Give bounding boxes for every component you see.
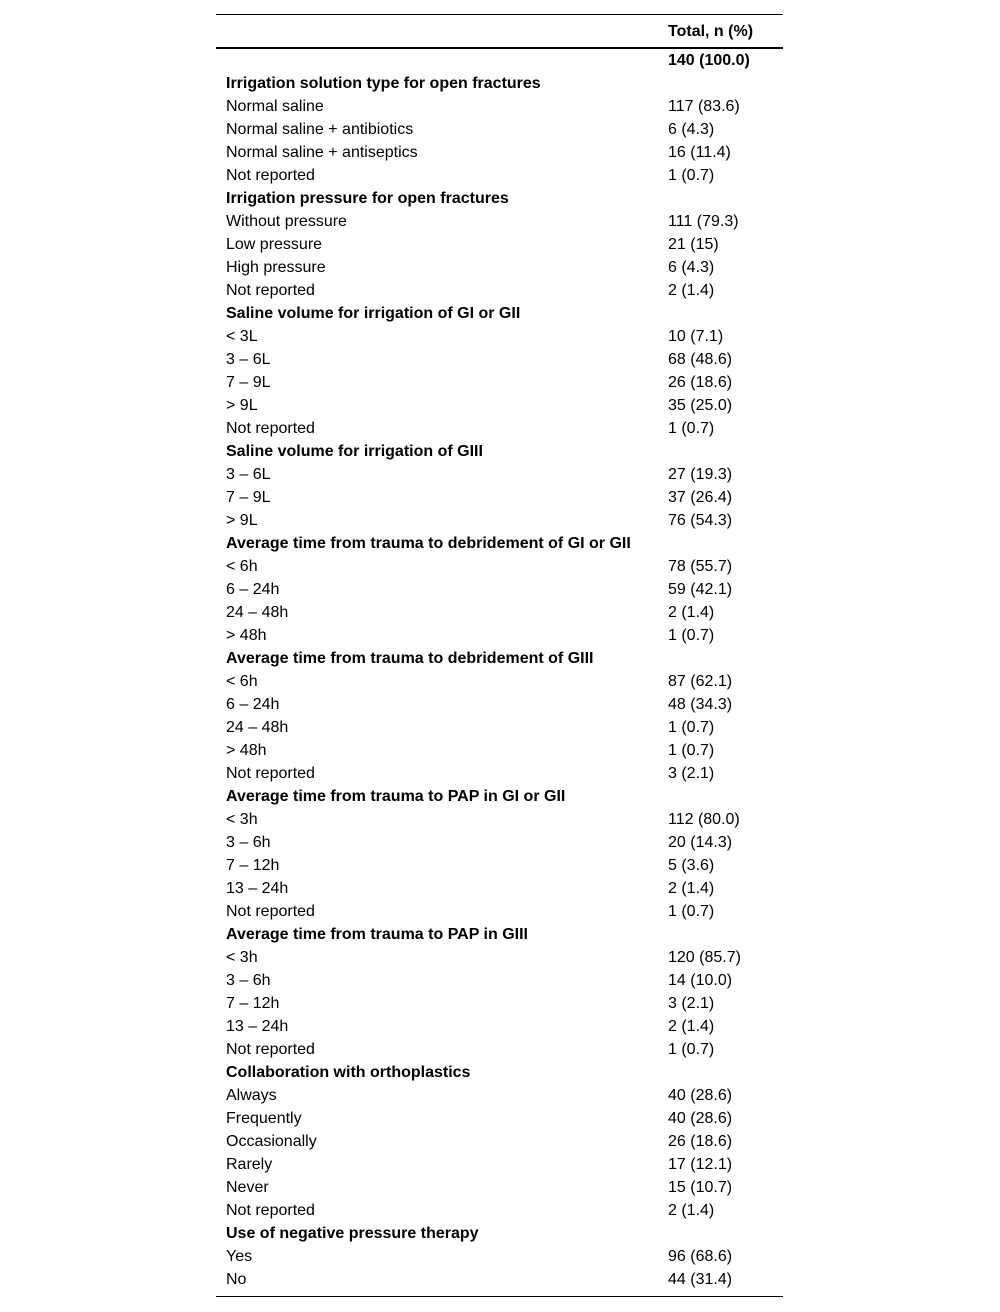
row-label: < 3h xyxy=(226,949,258,966)
row-label: Occasionally xyxy=(226,1133,317,1150)
row-label: Not reported xyxy=(226,1041,315,1058)
row-label: < 6h xyxy=(226,673,258,690)
row-label: > 48h xyxy=(226,627,267,644)
table-row xyxy=(216,762,783,785)
row-value: 14 (10.0) xyxy=(668,972,733,989)
row-value: 111 (79.3) xyxy=(668,213,739,230)
row-value: 76 (54.3) xyxy=(668,512,733,529)
row-value: 96 (68.6) xyxy=(668,1248,733,1265)
row-label: 24 – 48h xyxy=(226,719,289,736)
table-row xyxy=(216,716,783,739)
table-section-row xyxy=(216,1061,783,1084)
table-row xyxy=(216,1176,783,1199)
row-label: 7 – 12h xyxy=(226,857,280,874)
row-value: 112 (80.0) xyxy=(668,811,740,828)
table-row xyxy=(216,348,783,371)
table-row xyxy=(216,463,783,486)
table-row xyxy=(216,1153,783,1176)
row-label: < 6h xyxy=(226,558,258,575)
row-label: Frequently xyxy=(226,1110,302,1127)
row-value: 26 (18.6) xyxy=(668,374,733,391)
row-label: 3 – 6L xyxy=(226,466,271,483)
row-label: < 3L xyxy=(226,328,258,345)
row-value: 37 (26.4) xyxy=(668,489,733,506)
row-label: 3 – 6L xyxy=(226,351,271,368)
table-row xyxy=(216,164,783,187)
row-value: 35 (25.0) xyxy=(668,397,733,414)
row-label: Not reported xyxy=(226,282,315,299)
table-row xyxy=(216,693,783,716)
row-value: 120 (85.7) xyxy=(668,949,741,966)
row-value: 1 (0.7) xyxy=(668,420,715,437)
section-heading: Irrigation pressure for open fractures xyxy=(226,190,509,207)
row-label: Low pressure xyxy=(226,236,323,253)
section-heading: Saline volume for irrigation of GI or GII xyxy=(226,305,521,322)
row-label: No xyxy=(226,1271,247,1288)
row-label: Yes xyxy=(226,1248,253,1265)
row-value: 1 (0.7) xyxy=(668,627,715,644)
table-section-row xyxy=(216,647,783,670)
table-section-row xyxy=(216,72,783,95)
table-row xyxy=(216,601,783,624)
table-row xyxy=(216,509,783,532)
row-label: 7 – 9L xyxy=(226,374,271,391)
row-value: 44 (31.4) xyxy=(668,1271,733,1288)
row-value: 15 (10.7) xyxy=(668,1179,733,1196)
table-row xyxy=(216,992,783,1015)
table-row xyxy=(216,739,783,762)
row-value: 1 (0.7) xyxy=(668,903,715,920)
row-value: 3 (2.1) xyxy=(668,995,715,1012)
table-row xyxy=(216,233,783,256)
row-value: 17 (12.1) xyxy=(668,1156,733,1173)
table-row xyxy=(216,555,783,578)
table-row xyxy=(216,969,783,992)
row-label: Normal saline xyxy=(226,98,324,115)
data-table xyxy=(216,14,783,1297)
section-heading: Average time from trauma to PAP in GI or GII xyxy=(226,788,566,805)
row-label: 3 – 6h xyxy=(226,834,271,851)
row-value: 48 (34.3) xyxy=(668,696,733,713)
row-value: 6 (4.3) xyxy=(668,259,715,276)
row-value: 78 (55.7) xyxy=(668,558,733,575)
row-value: 5 (3.6) xyxy=(668,857,715,874)
row-label: > 48h xyxy=(226,742,267,759)
table-section-row xyxy=(216,187,783,210)
section-heading: Use of negative pressure therapy xyxy=(226,1225,479,1242)
table-section-row xyxy=(216,785,783,808)
row-value: 2 (1.4) xyxy=(668,880,715,897)
row-value: 2 (1.4) xyxy=(668,604,715,621)
row-value: 1 (0.7) xyxy=(668,167,715,184)
table-row xyxy=(216,325,783,348)
row-label: Never xyxy=(226,1179,269,1196)
row-label: Not reported xyxy=(226,765,315,782)
row-label: 13 – 24h xyxy=(226,880,289,897)
row-value: 16 (11.4) xyxy=(668,144,731,161)
row-value: 140 (100.0) xyxy=(668,52,750,69)
row-label: Not reported xyxy=(226,1202,315,1219)
table-row xyxy=(216,900,783,923)
row-value: 1 (0.7) xyxy=(668,719,715,736)
row-value: 68 (48.6) xyxy=(668,351,733,368)
row-value: 59 (42.1) xyxy=(668,581,733,598)
column-header-total: Total, n (%) xyxy=(668,23,754,40)
table-row xyxy=(216,118,783,141)
row-label: 7 – 9L xyxy=(226,489,271,506)
table-row xyxy=(216,371,783,394)
row-value: 3 (2.1) xyxy=(668,765,715,782)
table-header-row xyxy=(216,15,783,47)
section-heading: Average time from trauma to debridement of GIII xyxy=(226,650,594,667)
table-section-row xyxy=(216,923,783,946)
row-label: Always xyxy=(226,1087,277,1104)
table-row xyxy=(216,578,783,601)
row-label: Rarely xyxy=(226,1156,273,1173)
section-heading: Saline volume for irrigation of GIII xyxy=(226,443,483,460)
table-row xyxy=(216,1015,783,1038)
section-heading: Average time from trauma to PAP in GIII xyxy=(226,926,528,943)
table-row xyxy=(216,1084,783,1107)
table-section-row xyxy=(216,532,783,555)
table-body xyxy=(216,49,783,1296)
row-label: Not reported xyxy=(226,167,315,184)
table-row xyxy=(216,417,783,440)
row-value: 1 (0.7) xyxy=(668,1041,715,1058)
section-heading: Collaboration with orthoplastics xyxy=(226,1064,471,1081)
table-row xyxy=(216,946,783,969)
row-label: < 3h xyxy=(226,811,258,828)
row-value: 40 (28.6) xyxy=(668,1087,733,1104)
row-label: Normal saline + antiseptics xyxy=(226,144,418,161)
table-row xyxy=(216,1245,783,1268)
table-row xyxy=(216,1130,783,1153)
row-label: Normal saline + antibiotics xyxy=(226,121,414,138)
row-label: 3 – 6h xyxy=(226,972,271,989)
table-row xyxy=(216,141,783,164)
row-value: 21 (15) xyxy=(668,236,719,253)
table-row xyxy=(216,831,783,854)
row-label: High pressure xyxy=(226,259,326,276)
row-value: 40 (28.6) xyxy=(668,1110,733,1127)
row-value: 10 (7.1) xyxy=(668,328,724,345)
row-value: 2 (1.4) xyxy=(668,1018,715,1035)
table-row xyxy=(216,256,783,279)
table-row xyxy=(216,210,783,233)
row-label: 7 – 12h xyxy=(226,995,280,1012)
row-label: > 9L xyxy=(226,397,258,414)
table-row xyxy=(216,279,783,302)
row-value: 2 (1.4) xyxy=(668,1202,715,1219)
table-row xyxy=(216,1199,783,1222)
row-value: 1 (0.7) xyxy=(668,742,715,759)
table-row xyxy=(216,95,783,118)
table-bottom-rule xyxy=(216,1296,783,1297)
row-value: 117 (83.6) xyxy=(668,98,740,115)
table-section-row xyxy=(216,49,783,72)
table-section-row xyxy=(216,1222,783,1245)
table-section-row xyxy=(216,440,783,463)
table-row xyxy=(216,394,783,417)
row-label: Not reported xyxy=(226,420,315,437)
row-label: Not reported xyxy=(226,903,315,920)
section-heading: Average time from trauma to debridement of GI or GII xyxy=(226,535,631,552)
row-label: 6 – 24h xyxy=(226,581,280,598)
table-section-row xyxy=(216,302,783,325)
row-value: 6 (4.3) xyxy=(668,121,715,138)
row-value: 27 (19.3) xyxy=(668,466,733,483)
row-value: 20 (14.3) xyxy=(668,834,733,851)
section-heading: Irrigation solution type for open fractures xyxy=(226,75,541,92)
table-row xyxy=(216,1038,783,1061)
row-value: 2 (1.4) xyxy=(668,282,715,299)
table-row xyxy=(216,1107,783,1130)
row-label: 24 – 48h xyxy=(226,604,289,621)
row-label: 6 – 24h xyxy=(226,696,280,713)
row-label: Without pressure xyxy=(226,213,347,230)
table-row xyxy=(216,1268,783,1291)
table-row xyxy=(216,877,783,900)
table-row xyxy=(216,670,783,693)
table-row xyxy=(216,808,783,831)
table-row xyxy=(216,486,783,509)
row-label: > 9L xyxy=(226,512,258,529)
row-value: 87 (62.1) xyxy=(668,673,733,690)
row-value: 26 (18.6) xyxy=(668,1133,733,1150)
row-label: 13 – 24h xyxy=(226,1018,289,1035)
table-row xyxy=(216,624,783,647)
table-row xyxy=(216,854,783,877)
